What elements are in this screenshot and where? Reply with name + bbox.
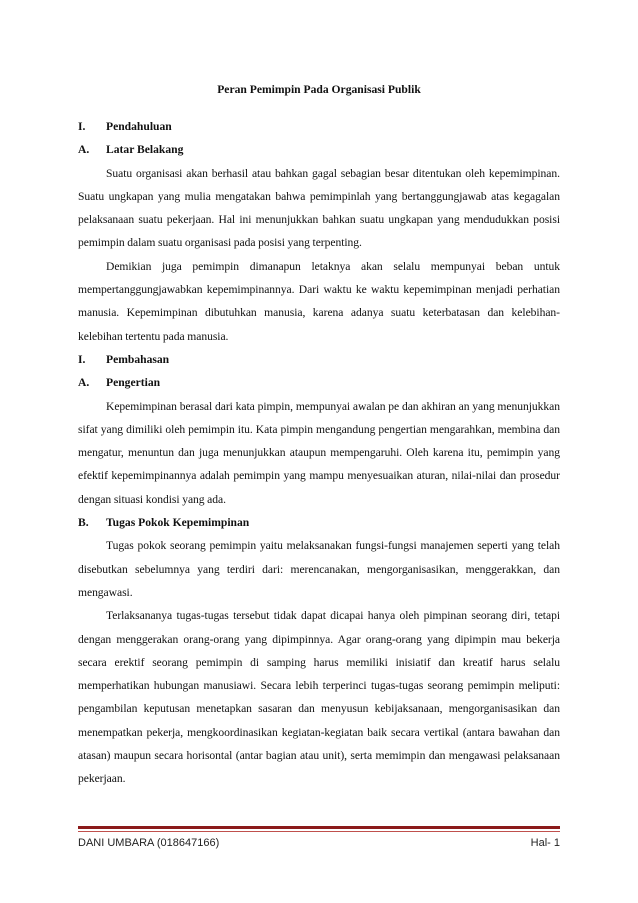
footer-author: DANI UMBARA (018647166) [78, 837, 220, 849]
section-label: Pembahasan [106, 352, 170, 366]
section-label: Tugas Pokok Kepemimpinan [106, 516, 250, 530]
paragraph: Tugas pokok seorang pemimpin yaitu melaksanakan fungsi-fungsi manajemen seperti yang telah disebutkan sebelumnya yang terdiri dari: merencanakan, mengorganisasikan, menggerakkan, dan mengawasi. [78, 539, 560, 599]
subsection-heading-tugas-pokok [78, 511, 560, 534]
paragraph: Suatu organisasi akan berhasil atau bahkan gagal sebagian besar ditentukan oleh kepemimpinan. Suatu ungkapan yang mulia mengatakan bahwa pemimpinlah yang bertanggungjawab atas kegagalan pelaksanaan suatu pekerjaan. Hal ini menunjukkan bahkan suatu ungkapan yang mendudukkan posisi pemimpin dalam suatu organisasi pada posisi yang terpenting. [78, 166, 560, 250]
page-title: Peran Pemimpin Pada Organisasi Publik [217, 83, 421, 96]
section-heading-pembahasan [78, 348, 560, 371]
subsection-heading-pengertian [78, 371, 560, 394]
footer-text [78, 837, 560, 849]
footer-divider [78, 831, 560, 832]
section-heading-pendahuluan [78, 115, 560, 138]
section-number: I. [78, 352, 86, 366]
section-label: Pendahuluan [106, 120, 172, 133]
section-number: I. [78, 120, 86, 133]
section-label: Pengertian [106, 376, 161, 390]
section-number: A. [78, 143, 90, 157]
paragraph: Demikian juga pemimpin dimanapun letaknya akan selalu mempunyai beban untuk mempertanggungjawabkan kepemimpinannya. Dari waktu ke waktu kepemimpinan menjadi perhatian manusia. Kepemimpinan dibutuhkan manusia, karena adanya suatu keterbatasan dan kelebihan-kelebihan tertentu pada manusia. [78, 259, 560, 343]
page-footer [78, 826, 560, 849]
section-label: Latar Belakang [106, 143, 184, 157]
paragraph: Terlaksananya tugas-tugas tersebut tidak dapat dicapai hanya oleh pimpinan seorang diri, tetapi dengan menggerakan orang-orang yang dipimpinnya. Agar orang-orang yang dipimpin mau bekerja secara erektif seorang pemimpin di samping harus memiliki inisiatif dan kreatif harus selalu memperhatikan hubungan manusiawi. Secara lebih terperinci tugas-tugas seorang pemimpin meliputi: pengambilan keputusan menetapkan sasaran dan menyusun kebijaksanaan, mengorganisasikan dan menempatkan pekerja, mengkoordinasikan kegiatan-kegiatan baik secara vertikal (antara bawahan dan atasan) maupun secara horisontal (antar bagian atau unit), serta memimpin dan mengawasi pelaksanaan pekerjaan. [78, 609, 560, 786]
footer-page-number: Hal- 1 [530, 837, 560, 849]
section-number: B. [78, 516, 89, 530]
paragraph: Kepemimpinan berasal dari kata pimpin, mempunyai awalan pe dan akhiran an yang menunjukkan sifat yang dimiliki oleh pemimpin itu. Kata pimpin mengandung pengertian mengarahkan, membina dan mengatur, menuntun dan juga menunjukkan ataupun mempengaruhi. Oleh karena itu, pemimpin yang efektif kepemimpinannya adalah pemimpin yang mampu menyesuaikan aturan, nilai-nilai dan prosedur dengan situasi kondisi yang ada. [78, 399, 560, 506]
section-number: A. [78, 376, 90, 390]
body-text [78, 115, 560, 791]
subsection-heading-latar-belakang [78, 138, 560, 161]
